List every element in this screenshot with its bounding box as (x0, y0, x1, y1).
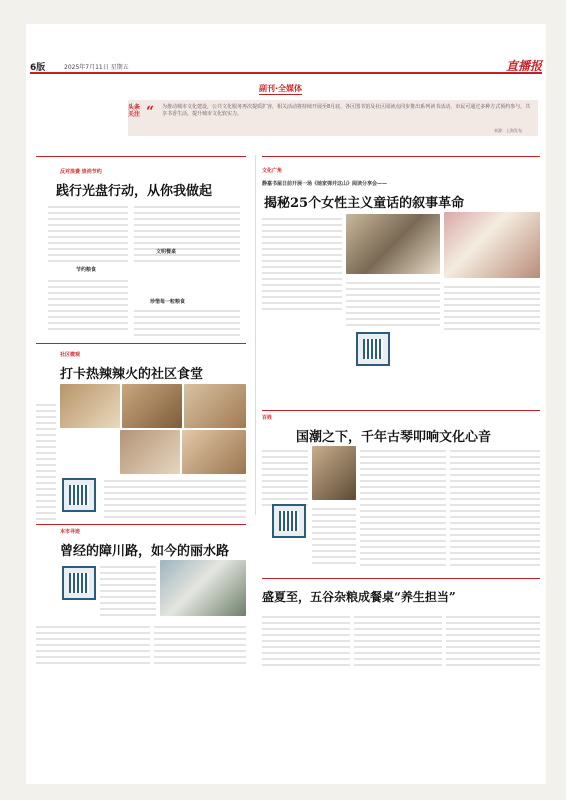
page-number: 6版 (30, 63, 46, 73)
article-body-text (154, 622, 246, 668)
article-body-text (354, 612, 442, 670)
qr-code[interactable] (272, 504, 306, 538)
article-kicker: 反对浪费 崇尚节约 (60, 169, 102, 175)
section-rule (36, 524, 246, 525)
article-body-text (100, 562, 156, 620)
qr-code[interactable] (62, 566, 96, 600)
canteen-photo (120, 430, 180, 474)
article-body-text (444, 282, 540, 330)
qr-code[interactable] (62, 478, 96, 512)
column-divider (255, 155, 256, 515)
article-lead: 静嘉书屋日前开展一场《她家弹并这山》阅读分享会—— (262, 181, 388, 187)
masthead-logo: 直播报 (505, 59, 542, 73)
article-kicker: 本市寻迹 (60, 529, 81, 535)
article-body-text (48, 202, 128, 262)
article-body-text (262, 446, 308, 506)
article-kicker: 百姓 (262, 415, 273, 421)
section-rule (36, 156, 246, 157)
article-body-text (104, 476, 246, 520)
section-rule (262, 578, 540, 579)
issue-date: 2025年7月11日 星期五 (64, 64, 129, 71)
quote-text: 为推动城市文化建设，公共文化服务再次提质扩容，相关活动将持续开展至8月底，各区图书馆及社区阅读点同步推出系列读书活动，市民可通过多种方式预约参与，共享书香生活，提升城市文化软实力。 (162, 104, 531, 117)
article-subhead: 文明餐桌 (156, 249, 177, 255)
canteen-photo (60, 384, 120, 428)
article-body-text (134, 306, 240, 340)
street-photo (160, 560, 246, 616)
section-rule (262, 156, 540, 157)
article-title: 践行光盘行动，从你我做起 (56, 184, 213, 199)
article-subhead: 节约粮食 (76, 267, 97, 273)
article-body-text (134, 202, 240, 262)
canteen-photo (182, 430, 246, 474)
article-title: 曾经的障川路，如今的丽水路 (60, 544, 230, 559)
canteen-photo (122, 384, 182, 428)
article-title: 盛夏至，五谷杂粮成餐桌“养生担当” (262, 590, 456, 604)
canteen-photo (184, 384, 246, 428)
event-photo (346, 214, 440, 274)
article-body-text (36, 400, 56, 520)
article-title: 揭秘25个女性主义童话的叙事革命 (264, 196, 465, 211)
guqin-photo (312, 446, 356, 500)
section-title: 副刊·全媒体 (259, 84, 303, 93)
section-rule (262, 410, 540, 411)
qr-code[interactable] (356, 332, 390, 366)
article-body-text (446, 612, 540, 670)
article-title: 打卡热辣辣火的社区食堂 (60, 367, 204, 382)
quote-badge: 头条关注 (128, 104, 141, 118)
article-kicker: 社区微观 (60, 352, 81, 358)
article-body-text (262, 214, 342, 314)
bookstore-photo (444, 212, 540, 278)
article-body-text (450, 446, 540, 566)
article-body-text (312, 504, 356, 564)
article-kicker: 文化广角 (262, 168, 283, 174)
page-header (30, 60, 542, 74)
article-body-text (48, 276, 128, 332)
article-subhead: 珍惜每一粒粮食 (150, 299, 186, 305)
article-body-text (346, 278, 440, 328)
article-body-text (36, 622, 150, 668)
article-body-text (360, 446, 446, 566)
quote-source: 来源：上海发布 (494, 128, 522, 133)
section-rule (36, 343, 246, 344)
article-body-text (262, 612, 350, 670)
quote-mark-icon: “ (146, 104, 155, 120)
article-title: 国潮之下，千年古琴叩响文化心音 (296, 430, 492, 445)
